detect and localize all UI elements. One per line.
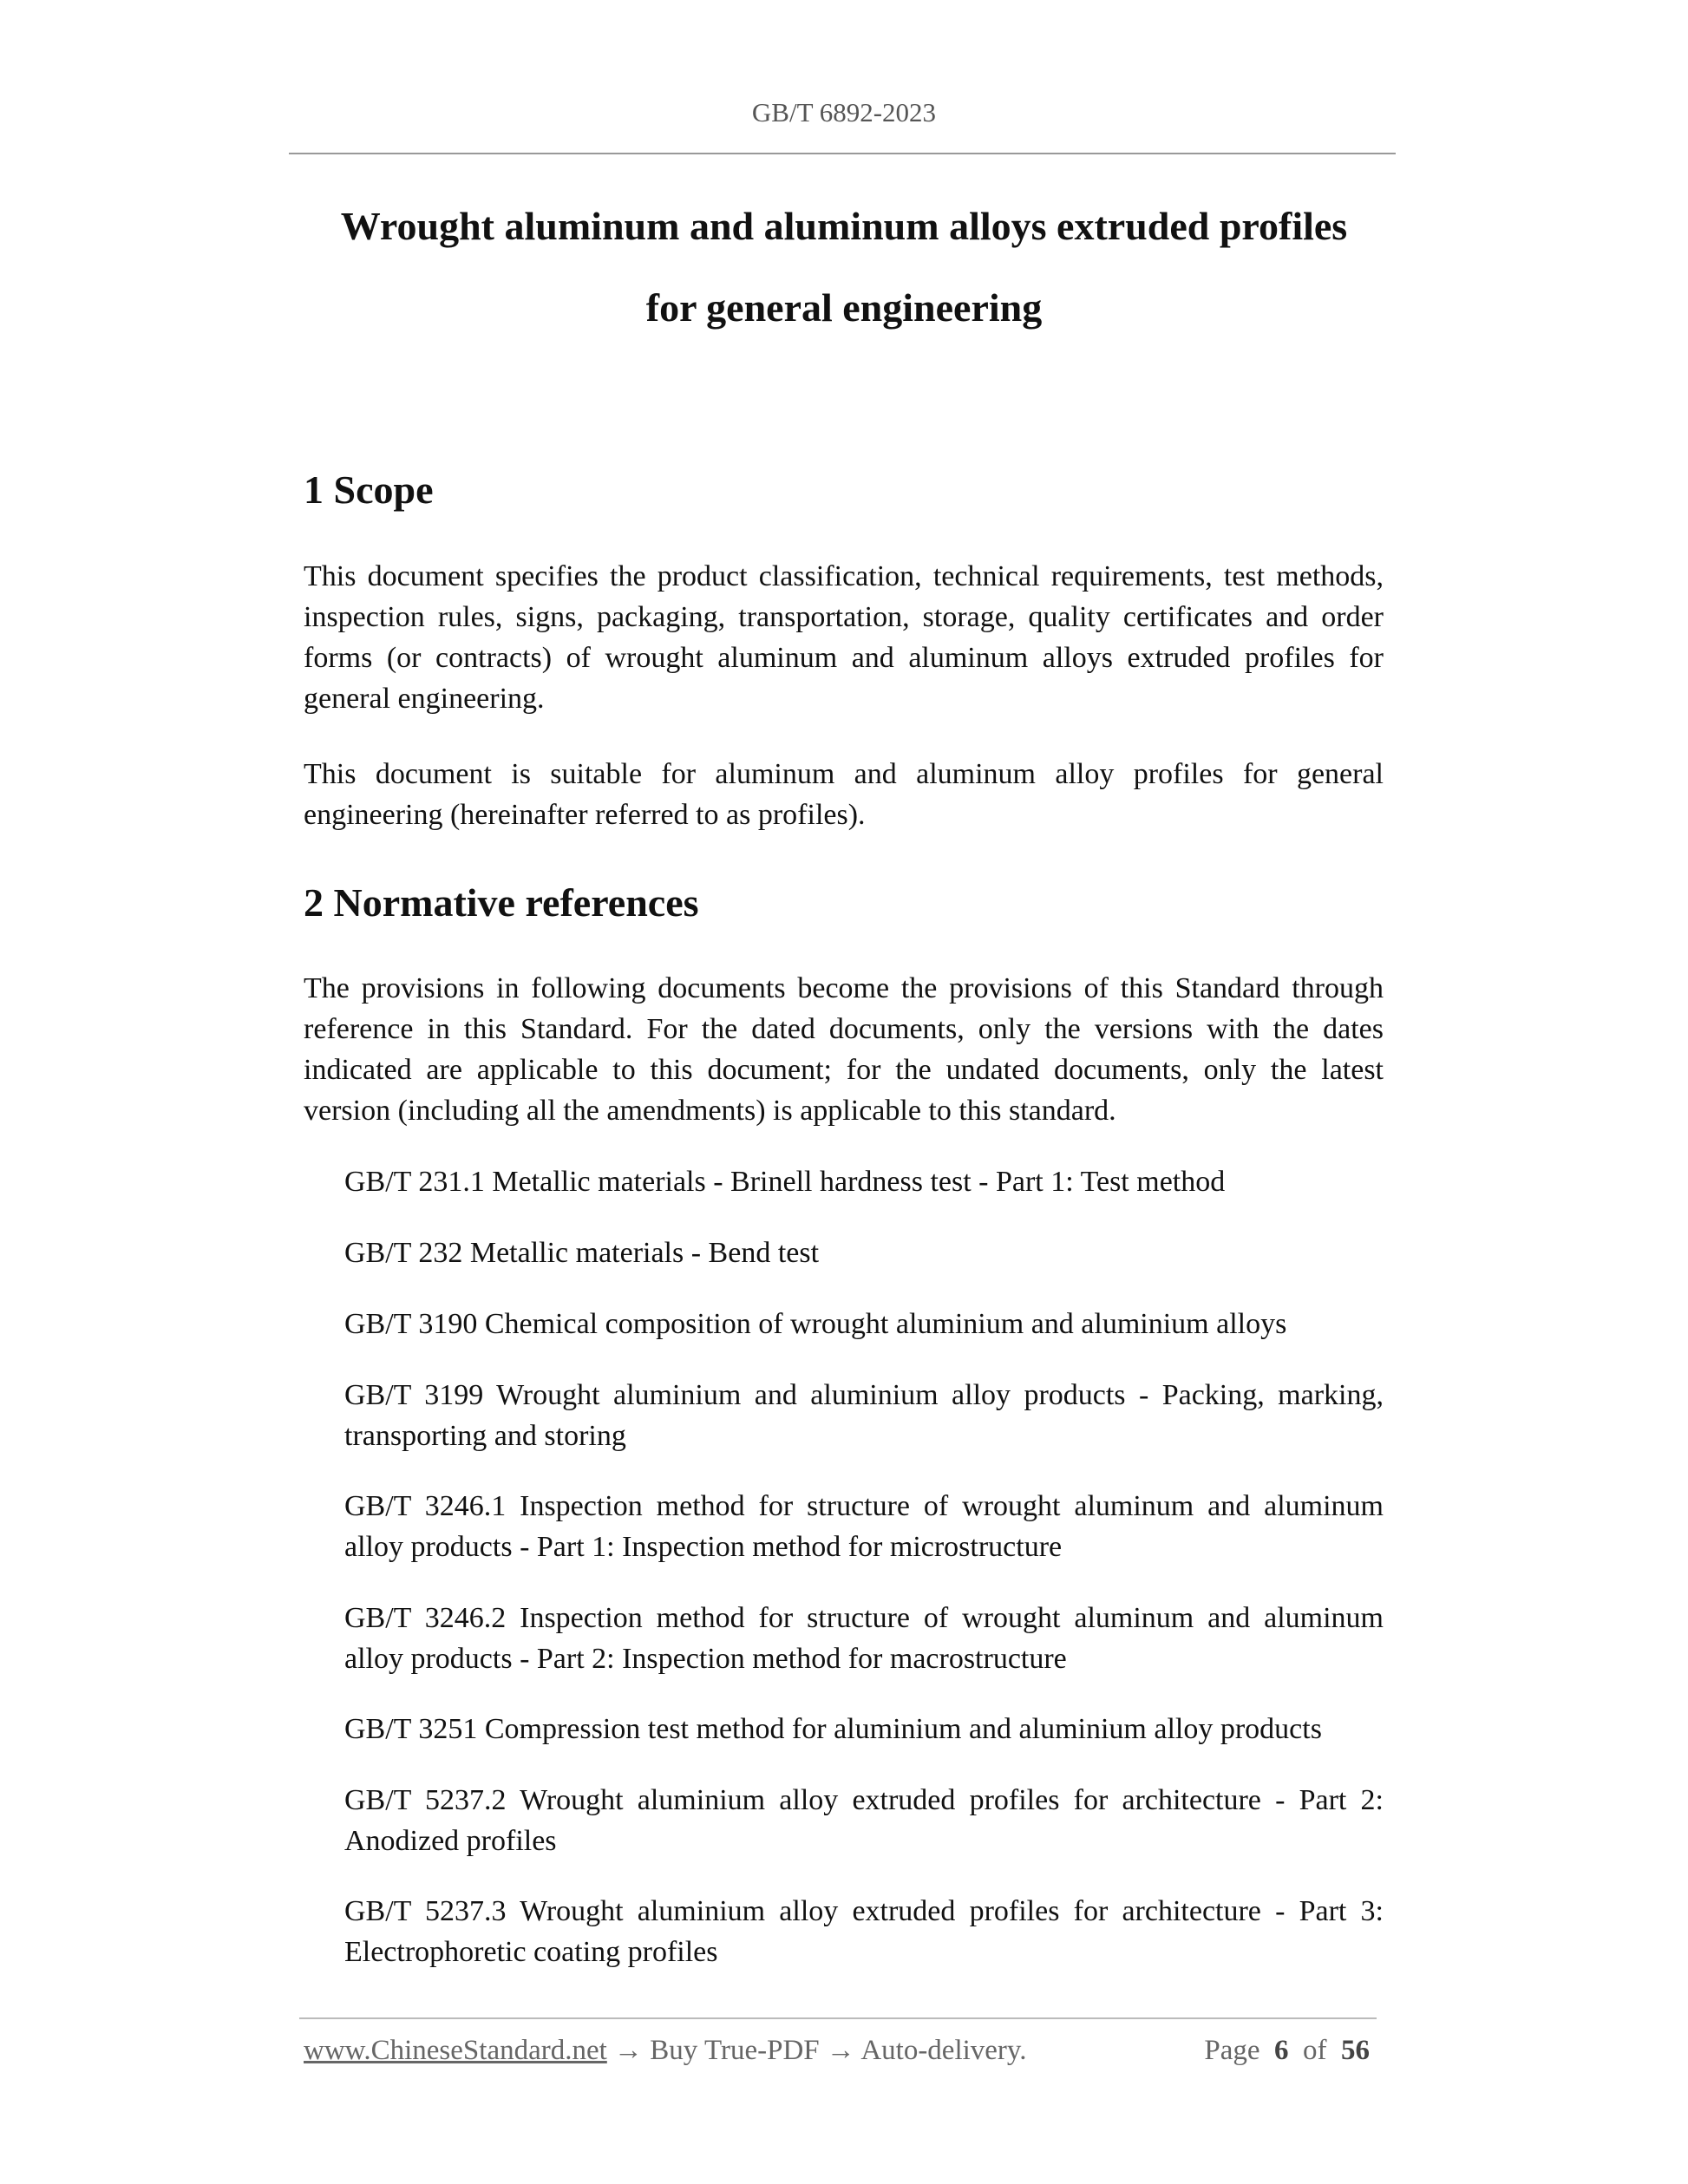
reference-item: GB/T 3246.1 Inspection method for structure of wrought aluminum and aluminum alloy products - Part 1: Inspection method for microstructure — [344, 1490, 1384, 1563]
reference-item: GB/T 3199 Wrought aluminium and aluminium alloy products - Packing, marking, transporting and storing — [344, 1379, 1384, 1452]
scope-paragraph-1: This document specifies the product classification, technical requirements, test methods, inspection rules, signs, packaging, transportation, storage, quality certificates and order forms (or contracts) of wrought aluminum and aluminum alloys extruded profiles for general engineering. — [304, 560, 1384, 715]
chinesestandard-link[interactable]: www.ChineseStandard.net — [304, 2035, 607, 2066]
reference-item: GB/T 3251 Compression test method for aluminium and aluminium alloy products — [344, 1713, 1322, 1745]
page-label: Page — [1204, 2035, 1260, 2066]
reference-item: GB/T 232 Metallic materials - Bend test — [344, 1237, 820, 1269]
reference-item: GB/T 5237.2 Wrought aluminium alloy extruded profiles for architecture - Part 2: Anodized profiles — [344, 1784, 1384, 1857]
reference-item: GB/T 5237.3 Wrought aluminium alloy extruded profiles for architecture - Part 3: Electrophoretic coating profiles — [344, 1895, 1384, 1968]
of-label: of — [1303, 2035, 1327, 2066]
footer-promo — [304, 2035, 1027, 2067]
reference-item: GB/T 231.1 Metallic materials - Brinell hardness test - Part 1: Test method — [344, 1166, 1226, 1198]
document-title-line-2: for general engineering — [645, 285, 1043, 330]
arrow-right-icon: → — [826, 2035, 855, 2066]
reference-item: GB/T 3190 Chemical composition of wrought aluminium and aluminium alloys — [344, 1308, 1287, 1340]
document-header-code: GB/T 6892-2023 — [751, 97, 937, 128]
auto-delivery-text: Auto-delivery. — [860, 2035, 1027, 2066]
section-2-heading: 2 Normative references — [304, 880, 699, 925]
footer-divider — [299, 2017, 1377, 2019]
page-number — [1204, 2035, 1370, 2067]
document-title-line-1: Wrought aluminum and aluminum alloys extruded profiles — [340, 204, 1348, 248]
reference-item: GB/T 3246.2 Inspection method for structure of wrought aluminum and aluminum alloy products - Part 2: Inspection method for macrostructure — [344, 1602, 1384, 1675]
buy-true-pdf-text: Buy True-PDF — [650, 2035, 820, 2066]
scope-paragraph-2: This document is suitable for aluminum and aluminum alloy profiles for general engineering (hereinafter referred to as profiles). — [304, 758, 1384, 831]
header-divider — [289, 153, 1396, 154]
page-current: 6 — [1274, 2035, 1289, 2066]
page-total: 56 — [1341, 2035, 1370, 2066]
section-1-heading: 1 Scope — [304, 468, 434, 512]
normative-references-intro: The provisions in following documents become the provisions of this Standard through reference in this Standard. For the dated documents, only the versions with the dates indicated are applicable to this document; for the undated documents, only the latest version (including all the amendments) is applicable to this standard. — [304, 972, 1384, 1127]
arrow-right-icon: → — [614, 2035, 644, 2066]
